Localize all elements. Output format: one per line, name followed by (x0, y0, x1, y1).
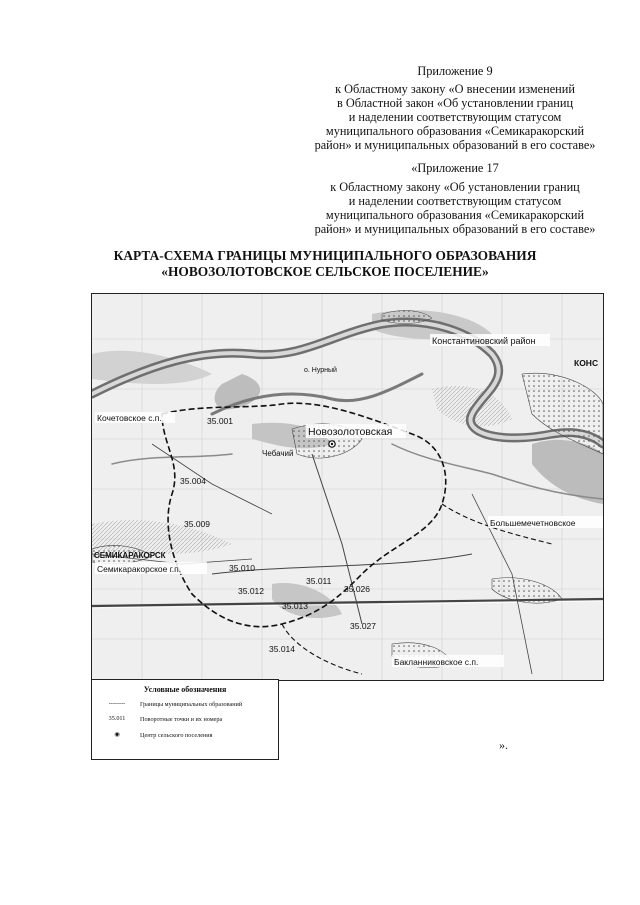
boundary-point-label: 35.012 (238, 586, 264, 596)
annex17-line: к Областному закону «Об установлении границ (330, 180, 580, 194)
boundary-point-label: 35.014 (269, 644, 295, 654)
annex9-line: в Областной закон «Об установлении границ (336, 96, 574, 110)
annex9-line: к Областному закону «О внесении изменений (335, 82, 575, 96)
boundary-point-label: 35.027 (350, 621, 376, 631)
legend-item-center (92, 731, 278, 743)
map-legend (91, 679, 279, 760)
document-title (80, 248, 570, 280)
boundary-point-label: 35.010 (229, 563, 255, 573)
label-nurny: о. Нурный (304, 367, 337, 374)
legend-title: Условные обозначения (143, 685, 227, 694)
annex9-body (290, 82, 620, 152)
legend-item-label: Границы муниципальных образований (140, 701, 243, 708)
legend-item-turning-points (92, 715, 278, 727)
annex9-line: и наделении соответствующим статусом (348, 110, 562, 124)
boundary-point-label: 35.004 (180, 476, 206, 486)
label-semikarakorskoe: Семикаракорское г.п. (97, 564, 182, 574)
annex17-line: муниципального образования «Семикаракорский (325, 208, 585, 222)
annex9-line: муниципального образования «Семикаракорский (325, 124, 585, 138)
label-kochetovskoe: Кочетовское с.п. (97, 413, 162, 423)
label-semikarakorsk: СЕМИКАРАКОРСК (94, 551, 166, 560)
label-kons: КОНС (574, 358, 599, 368)
legend-item-label: Центр сельского поселения (140, 732, 213, 739)
boundary-point-label: 35.026 (344, 584, 370, 594)
boundary-line-icon: -------- (108, 700, 126, 707)
annex17-title-text: «Приложение 17 (411, 161, 499, 175)
boundary-point-label: 35.011 (306, 576, 332, 586)
closing-quote-mark: ». (499, 738, 508, 752)
boundary-point-label: 35.001 (207, 416, 233, 426)
turning-point-icon: 35.011 (108, 715, 126, 722)
annex17-title (290, 161, 620, 175)
annex17-body (290, 180, 620, 236)
label-bolshemechetnovskoe: Большемечетновское (490, 518, 576, 528)
annex17-line: и наделении соответствующим статусом (348, 194, 562, 208)
annex9-line: район» и муниципальных образований в его составе» (314, 138, 596, 152)
annex17-line: район» и муниципальных образований в его составе» (314, 222, 596, 236)
map-canvas (92, 294, 603, 680)
document-title-line: КАРТА-СХЕМА ГРАНИЦЫ МУНИЦИПАЛЬНОГО ОБРАЗОВАНИЯ (113, 248, 537, 263)
label-chebachiy: Чебачий (262, 449, 294, 458)
annex9-title-text: Приложение 9 (417, 64, 493, 78)
legend-item-label: Поворотные точки и их номера (140, 716, 223, 723)
boundary-point-label: 35.009 (184, 519, 210, 529)
label-konstantinovsky-district: Константиновский район (432, 336, 536, 346)
boundary-point-label: 35.013 (282, 601, 308, 611)
annex9-title (290, 64, 620, 78)
document-title-line: «НОВОЗОЛОТОВСКОЕ СЕЛЬСКОЕ ПОСЕЛЕНИЕ» (161, 264, 489, 279)
label-baklannikovskoe: Бакланниковское с.п. (394, 657, 479, 667)
label-novozolotovskaya: Новозолотовская (308, 426, 393, 438)
topographic-map (91, 293, 604, 681)
legend-item-boundary (92, 700, 278, 712)
settlement-center-icon: ◉ (114, 731, 120, 738)
